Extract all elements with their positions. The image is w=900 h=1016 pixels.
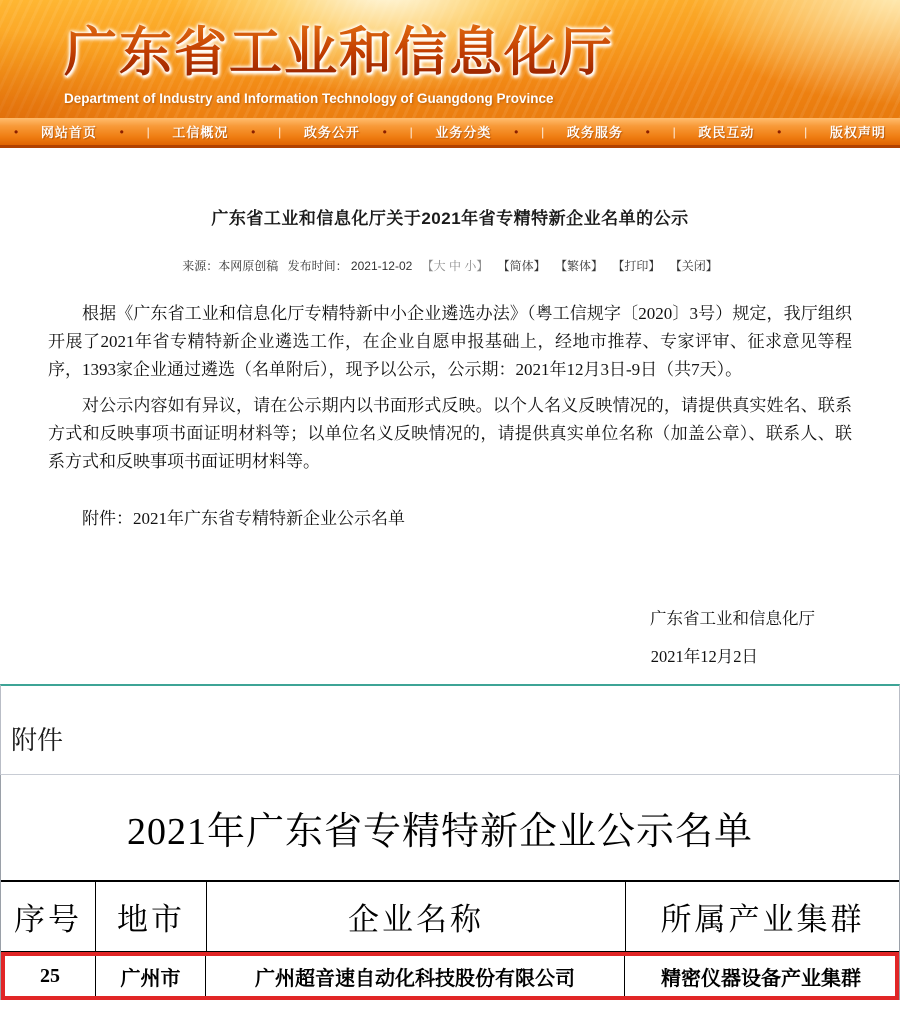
paragraph: 对公示内容如有异议，请在公示期内以书面形式反映。以个人名义反映情况的，请提供真实姓名、联系方式和反映事项书面证明材料等；以单位名义反映情况的，请提供真实单位名称（加盖公章）、联系人、联系方式和反映事项书面证明材料等。	[48, 396, 852, 471]
nav-separator: |	[146, 124, 150, 139]
site-title: 广东省工业和信息化厅	[64, 23, 614, 82]
header-serial-no: 序号	[1, 882, 96, 951]
close-button[interactable]: 【关闭】	[669, 259, 718, 273]
nav-item-gov-affairs[interactable]: 政务公开	[303, 125, 360, 140]
simplified-chinese-button[interactable]: 【简体】	[497, 259, 546, 273]
nav-bullet-icon: •	[645, 124, 650, 139]
nav-item-home[interactable]: 网站首页	[40, 125, 97, 140]
nav-bullet-icon: •	[14, 124, 19, 139]
signature-org: 广东省工业和信息化厅	[650, 609, 815, 628]
cell-industry-cluster: 精密仪器设备产业集群	[661, 967, 861, 990]
nav-item-services[interactable]: 政务服务	[566, 125, 623, 140]
header-company-name: 企业名称	[207, 882, 626, 951]
article-source: 来源：本网原创稿	[182, 259, 279, 273]
table-header-row	[1, 880, 899, 952]
print-button[interactable]: 【打印】	[612, 259, 661, 273]
attachment-section-label: 附件	[11, 726, 64, 755]
paragraph: 根据《广东省工业和信息化厅专精特新中小企业遴选办法》（粤工信规字〔2020〕3号）规定，我厅组织开展了2021年省专精特新企业遴选工作，在企业自愿申报基础上，经地市推荐、专家评审、征求意见等程序，1393家企业通过遴选（名单附后），现予以公示，公示期：2021年12月3日-9日（共7天）。	[48, 304, 852, 379]
nav-bullet-icon: •	[514, 124, 519, 139]
site-subtitle-english: Department of Industry and Information Technology of Guangdong Province	[64, 91, 554, 106]
nav-separator: |	[409, 124, 413, 139]
enterprise-list-table	[0, 775, 900, 1000]
nav-bullet-icon: •	[251, 124, 256, 139]
nav-item-overview[interactable]: 工信概况	[172, 125, 229, 140]
article-page	[0, 204, 900, 1000]
cell-company-name: 广州超音速自动化科技股份有限公司	[206, 956, 625, 996]
nav-separator: |	[672, 124, 676, 139]
cell-city: 广州市	[96, 956, 206, 996]
nav-separator: |	[541, 124, 545, 139]
signature-date: 2021年12月2日	[650, 647, 758, 666]
nav-item-copyright[interactable]: 版权声明	[829, 125, 886, 140]
article-title: 广东省工业和信息化厅关于2021年省专精特新企业名单的公示	[211, 209, 689, 228]
nav-separator: |	[804, 124, 808, 139]
article-body	[0, 300, 900, 476]
attachment-reference-line: 附件：2021年广东省专精特新企业公示名单	[82, 509, 405, 528]
nav-bullet-icon: •	[382, 124, 387, 139]
main-nav	[0, 118, 900, 148]
nav-item-interaction[interactable]: 政民互动	[698, 125, 755, 140]
font-size-switch[interactable]: 【大 中 小】	[421, 259, 489, 273]
attachment-section-box	[0, 684, 900, 775]
cell-serial-no: 25	[5, 956, 96, 996]
nav-bullet-icon: •	[119, 124, 124, 139]
table-title: 2021年广东省专精特新企业公示名单	[126, 811, 753, 853]
nav-separator: |	[278, 124, 282, 139]
header-city: 地市	[96, 882, 207, 951]
nav-bullet-icon: •	[777, 124, 782, 139]
site-banner	[0, 0, 900, 118]
signature-block	[0, 605, 900, 667]
article-publish-date: 发布时间： 2021-12-02	[287, 259, 413, 273]
nav-item-business[interactable]: 业务分类	[435, 125, 492, 140]
table-row-highlighted	[1, 952, 899, 1000]
header-industry-cluster: 所属产业集群	[660, 902, 865, 937]
traditional-chinese-button[interactable]: 【繁体】	[555, 259, 604, 273]
article-meta	[0, 257, 900, 274]
